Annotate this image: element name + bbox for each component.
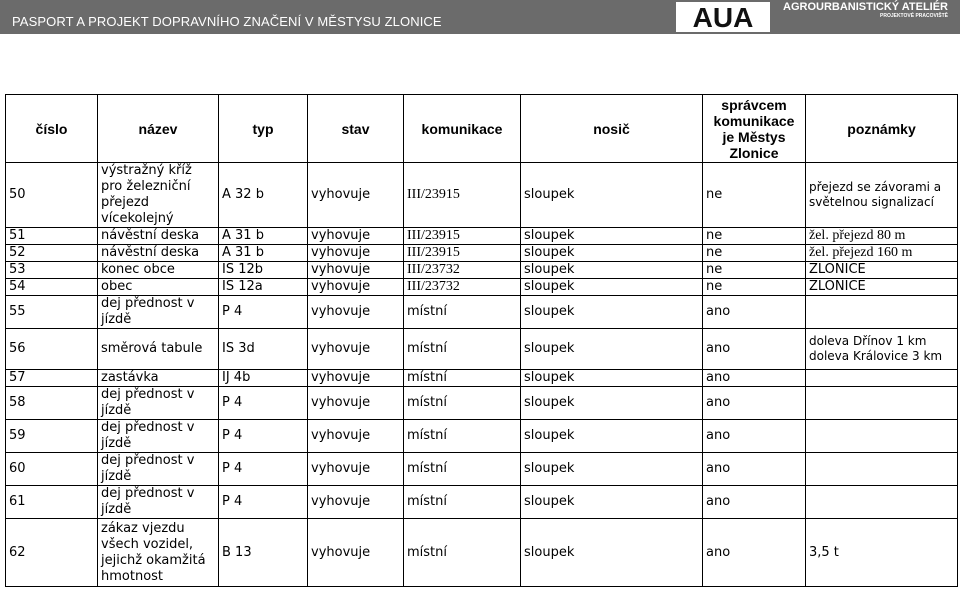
header-nosic: nosič bbox=[521, 95, 703, 163]
cell-spravce: ano bbox=[703, 296, 806, 329]
cell-stav: vyhovuje bbox=[308, 228, 404, 245]
table-row bbox=[6, 519, 958, 587]
cell-cislo: 59 bbox=[6, 420, 98, 453]
cell-poznamky bbox=[806, 296, 958, 329]
cell-typ: P 4 bbox=[219, 486, 308, 519]
cell-nazev: zákaz vjezdu všech vozidel, jejichž okamžitá hmotnost bbox=[98, 519, 219, 587]
cell-nosic: sloupek bbox=[521, 420, 703, 453]
cell-nazev: návěstní deska bbox=[98, 228, 219, 245]
cell-komunikace: III/23732 bbox=[404, 262, 521, 279]
cell-stav: vyhovuje bbox=[308, 296, 404, 329]
table-row bbox=[6, 370, 958, 387]
cell-typ: A 31 b bbox=[219, 245, 308, 262]
cell-typ: P 4 bbox=[219, 453, 308, 486]
cell-stav: vyhovuje bbox=[308, 370, 404, 387]
cell-nosic: sloupek bbox=[521, 370, 703, 387]
cell-cislo: 52 bbox=[6, 245, 98, 262]
table-row bbox=[6, 486, 958, 519]
cell-poznamky bbox=[806, 370, 958, 387]
table-row bbox=[6, 262, 958, 279]
table-row bbox=[6, 387, 958, 420]
cell-poznamky: doleva Dřínov 1 km doleva Královice 3 km bbox=[806, 329, 958, 370]
cell-poznamky bbox=[806, 420, 958, 453]
cell-stav: vyhovuje bbox=[308, 262, 404, 279]
sign-inventory-table bbox=[5, 94, 958, 587]
cell-nazev: návěstní deska bbox=[98, 245, 219, 262]
header-spravce: správcem komunikace je Městys Zlonice bbox=[703, 95, 806, 163]
header-cislo: číslo bbox=[6, 95, 98, 163]
cell-spravce: ano bbox=[703, 453, 806, 486]
cell-cislo: 53 bbox=[6, 262, 98, 279]
table-row bbox=[6, 245, 958, 262]
cell-nosic: sloupek bbox=[521, 329, 703, 370]
header-nazev: název bbox=[98, 95, 219, 163]
cell-cislo: 60 bbox=[6, 453, 98, 486]
cell-stav: vyhovuje bbox=[308, 279, 404, 296]
atelier-name: AGROURBANISTICKÝ ATELIÉR bbox=[783, 1, 948, 13]
cell-nosic: sloupek bbox=[521, 228, 703, 245]
cell-komunikace: místní bbox=[404, 387, 521, 420]
cell-cislo: 61 bbox=[6, 486, 98, 519]
cell-typ: A 32 b bbox=[219, 163, 308, 228]
cell-poznamky: 3,5 t bbox=[806, 519, 958, 587]
cell-nazev: směrová tabule bbox=[98, 329, 219, 370]
cell-cislo: 55 bbox=[6, 296, 98, 329]
cell-cislo: 62 bbox=[6, 519, 98, 587]
cell-nazev: dej přednost v jízdě bbox=[98, 387, 219, 420]
cell-cislo: 50 bbox=[6, 163, 98, 228]
cell-typ: IJ 4b bbox=[219, 370, 308, 387]
cell-typ: IS 12a bbox=[219, 279, 308, 296]
cell-komunikace: III/23915 bbox=[404, 163, 521, 228]
cell-poznamky bbox=[806, 453, 958, 486]
cell-cislo: 56 bbox=[6, 329, 98, 370]
cell-stav: vyhovuje bbox=[308, 453, 404, 486]
cell-spravce: ano bbox=[703, 387, 806, 420]
header-typ: typ bbox=[219, 95, 308, 163]
table-header-row bbox=[6, 95, 958, 163]
cell-nosic: sloupek bbox=[521, 519, 703, 587]
cell-nosic: sloupek bbox=[521, 387, 703, 420]
cell-spravce: ne bbox=[703, 228, 806, 245]
cell-stav: vyhovuje bbox=[308, 245, 404, 262]
cell-komunikace: místní bbox=[404, 296, 521, 329]
cell-nosic: sloupek bbox=[521, 163, 703, 228]
cell-nosic: sloupek bbox=[521, 262, 703, 279]
table-row bbox=[6, 453, 958, 486]
cell-cislo: 57 bbox=[6, 370, 98, 387]
cell-poznamky: ZLONICE bbox=[806, 279, 958, 296]
cell-komunikace: místní bbox=[404, 519, 521, 587]
cell-nazev: dej přednost v jízdě bbox=[98, 486, 219, 519]
cell-typ: P 4 bbox=[219, 296, 308, 329]
cell-nazev: obec bbox=[98, 279, 219, 296]
cell-nosic: sloupek bbox=[521, 296, 703, 329]
table-row bbox=[6, 420, 958, 453]
cell-komunikace: místní bbox=[404, 370, 521, 387]
cell-nazev: zastávka bbox=[98, 370, 219, 387]
cell-spravce: ano bbox=[703, 329, 806, 370]
cell-poznamky: ZLONICE bbox=[806, 262, 958, 279]
cell-komunikace: III/23915 bbox=[404, 245, 521, 262]
atelier-subtitle: PROJEKTOVÉ PRACOVIŠTĚ bbox=[880, 13, 948, 19]
cell-komunikace: místní bbox=[404, 486, 521, 519]
cell-cislo: 54 bbox=[6, 279, 98, 296]
cell-poznamky bbox=[806, 387, 958, 420]
cell-typ: IS 3d bbox=[219, 329, 308, 370]
cell-spravce: ne bbox=[703, 163, 806, 228]
cell-komunikace: III/23732 bbox=[404, 279, 521, 296]
cell-spravce: ano bbox=[703, 370, 806, 387]
header-stav: stav bbox=[308, 95, 404, 163]
cell-spravce: ne bbox=[703, 245, 806, 262]
cell-nosic: sloupek bbox=[521, 453, 703, 486]
cell-poznamky bbox=[806, 486, 958, 519]
header-komunikace: komunikace bbox=[404, 95, 521, 163]
cell-nosic: sloupek bbox=[521, 245, 703, 262]
cell-nazev: výstražný kříž pro železniční přejezd vícekolejný bbox=[98, 163, 219, 228]
cell-stav: vyhovuje bbox=[308, 163, 404, 228]
cell-spravce: ne bbox=[703, 279, 806, 296]
cell-spravce: ano bbox=[703, 486, 806, 519]
table-row bbox=[6, 329, 958, 370]
cell-typ: P 4 bbox=[219, 420, 308, 453]
cell-stav: vyhovuje bbox=[308, 387, 404, 420]
cell-stav: vyhovuje bbox=[308, 420, 404, 453]
cell-komunikace: III/23915 bbox=[404, 228, 521, 245]
cell-stav: vyhovuje bbox=[308, 519, 404, 587]
cell-poznamky: žel. přejezd 160 m bbox=[806, 245, 958, 262]
cell-cislo: 51 bbox=[6, 228, 98, 245]
cell-nazev: dej přednost v jízdě bbox=[98, 296, 219, 329]
cell-spravce: ne bbox=[703, 262, 806, 279]
cell-nosic: sloupek bbox=[521, 279, 703, 296]
cell-komunikace: místní bbox=[404, 420, 521, 453]
cell-spravce: ano bbox=[703, 420, 806, 453]
cell-stav: vyhovuje bbox=[308, 486, 404, 519]
cell-komunikace: místní bbox=[404, 329, 521, 370]
table-row bbox=[6, 296, 958, 329]
header-bar bbox=[0, 0, 960, 34]
svg-text:AUA: AUA bbox=[692, 2, 754, 32]
cell-nazev: dej přednost v jízdě bbox=[98, 420, 219, 453]
cell-poznamky: žel. přejezd 80 m bbox=[806, 228, 958, 245]
cell-cislo: 58 bbox=[6, 387, 98, 420]
cell-stav: vyhovuje bbox=[308, 329, 404, 370]
cell-typ: B 13 bbox=[219, 519, 308, 587]
cell-nazev: dej přednost v jízdě bbox=[98, 453, 219, 486]
cell-spravce: ano bbox=[703, 519, 806, 587]
cell-typ: IS 12b bbox=[219, 262, 308, 279]
aua-logo bbox=[676, 2, 770, 32]
cell-typ: A 31 b bbox=[219, 228, 308, 245]
cell-komunikace: místní bbox=[404, 453, 521, 486]
cell-nosic: sloupek bbox=[521, 486, 703, 519]
cell-nazev: konec obce bbox=[98, 262, 219, 279]
table-row bbox=[6, 228, 958, 245]
table-row bbox=[6, 163, 958, 228]
header-poznamky: poznámky bbox=[806, 95, 958, 163]
document-title: PASPORT A PROJEKT DOPRAVNÍHO ZNAČENÍ V MĚSTYSU ZLONICE bbox=[12, 14, 442, 29]
cell-poznamky: přejezd se závorami a světelnou signalizací bbox=[806, 163, 958, 228]
cell-typ: P 4 bbox=[219, 387, 308, 420]
table-row bbox=[6, 279, 958, 296]
